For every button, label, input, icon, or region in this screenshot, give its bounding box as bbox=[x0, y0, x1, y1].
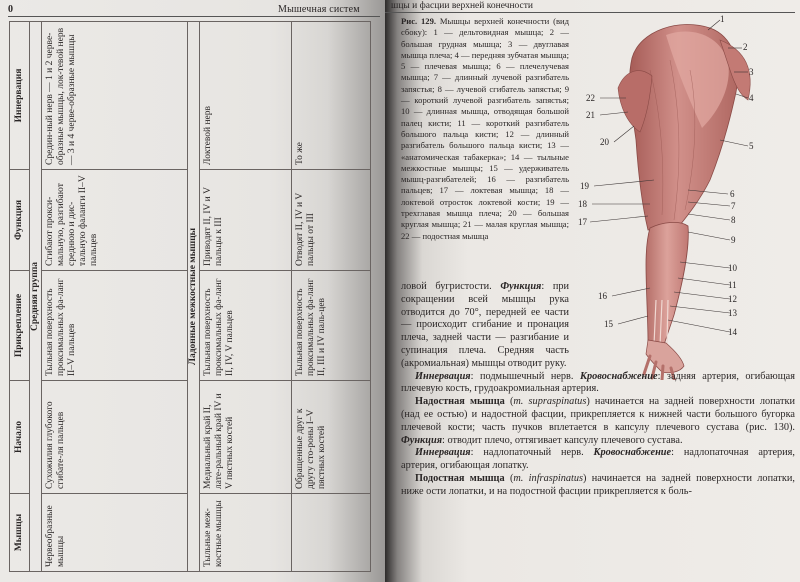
figure-label: 2 bbox=[743, 42, 748, 52]
cell-muscle: Червеобразные мышцы bbox=[42, 494, 188, 572]
caption-text: Мышцы верхней конечности (вид сбоку): 1 — дельтовидная мышца; 2 — большая грудная мышца; 3 — двуглавая мышца плеча; 4 — передняя зубчатая мышца; 5 — плечевая мышца; 6 — плечелучевая мышца; 7 — длинный лучевой разгибатель запястья; 8 — лучевой сгибатель запястья; 9 — короткий лучевой разгибатель запястья; 10 — длинная мышца, отводящая большой палец кисти; 11 — короткий разгибатель большого пальца кисти; 12 — длинный разгибатель большого пальца кисти; 13 — «анатомическая табакерка»; 14 — тыльные межкостные мышцы; 15 — удерживатель мышц-разгибателей; 16 — разгибатель пальцев; 17 — локтевая мышца; 18 — локтевой отросток локтевой кости; 19 — трехглавая мышца плеча; 20 — большая круглая мышца; 21 — малая круглая мышца; 22 — подостная мышца bbox=[401, 16, 569, 241]
term-function: Функция bbox=[401, 434, 443, 446]
figure-label: 5 bbox=[749, 141, 754, 151]
muscle-table bbox=[9, 22, 371, 572]
cell-function: Сгибают прокси-мальную, разгибают среднюю и дис-тальную фаланги II–V пальцев bbox=[42, 170, 188, 271]
cell-muscle-empty bbox=[292, 494, 371, 572]
latin-term: m. supraspinatus bbox=[513, 396, 587, 408]
cell-muscle: Тыльные меж-костные мышцы bbox=[200, 494, 292, 572]
text-run: : при сокращении всей мышцы рука отводится до 70°, передней ее части — происходит сгибание и пронация плеча, задней части — разгибание и супинация плеча. Средняя часть (акромиальная) мышцы отводит руку. bbox=[401, 281, 569, 369]
header-innervation: Иннервация bbox=[10, 22, 30, 170]
figure-label: 20 bbox=[600, 137, 609, 147]
figure-label: 11 bbox=[728, 280, 737, 290]
section-middle-group: Средняя группа bbox=[30, 22, 42, 572]
term-innervation: Иннервация bbox=[415, 370, 471, 382]
figure-label: 15 bbox=[604, 319, 613, 329]
figure-label: 13 bbox=[728, 308, 737, 318]
running-head-title: Мышечная систем bbox=[278, 4, 360, 15]
muscle-term: Подостная мышца bbox=[415, 472, 505, 484]
text-run: ловой бугристости. bbox=[401, 281, 501, 292]
paragraph bbox=[401, 371, 795, 397]
figure-label: 22 bbox=[586, 93, 595, 103]
cell-origin: Обращенные друг к другу сто-роны I–V пястных костей bbox=[292, 381, 371, 494]
cell-innervation: То же bbox=[292, 22, 371, 170]
muscle-term: Надостная мышца bbox=[415, 396, 505, 408]
figure-label: 18 bbox=[578, 199, 587, 209]
page-number: 0 bbox=[8, 4, 13, 15]
right-running-head: шцы и фасции верхней конечности bbox=[391, 1, 533, 11]
header-muscles: Мышцы bbox=[10, 494, 30, 572]
text-run: : задняя артерия, огибающая плечевую кость, грудоакромиальная артерия. bbox=[401, 370, 795, 395]
term-blood-supply: Кровоснабжение bbox=[579, 370, 658, 382]
cell-insertion: Тыльная поверхность проксимальных фа-ланг II, III и IV паль-цев bbox=[292, 271, 371, 381]
figure-label: 3 bbox=[749, 67, 754, 77]
text-run: : отводит плечо, оттягивает капсулу плечевого сустава. bbox=[442, 434, 683, 446]
paragraph bbox=[401, 281, 569, 371]
table-row bbox=[200, 22, 292, 572]
latin-term: m. infraspinatus bbox=[513, 472, 584, 484]
cell-innervation: Средин-ный нерв — 1 и 2 черве-образные мышцы, лок-тевой нерв — 3 и 4 черве-образные мышцы bbox=[42, 22, 188, 170]
text-run: ) начинается на задней поверхности лопатки, ниже ости лопатки, и на подостной фасции прикрепляется к боль- bbox=[401, 472, 795, 497]
figure-label: 1 bbox=[720, 14, 725, 24]
cell-function: Отводят II, IV и V пальцы от III bbox=[292, 170, 371, 271]
figure-label: 7 bbox=[731, 201, 736, 211]
body-text bbox=[401, 281, 795, 499]
text-run: : подмышечный нерв. bbox=[470, 370, 580, 382]
paragraph: Надостная мышца (m. supraspinatus) начинается на задней поверхности лопатки (над ее остью) и надостной фасции, прикрепляется к нижней части большого бугорка плечевой кости; часть пучков вплетается в капсулу плечевого сустава (рис. 130). Функция: отводит плечо, оттягивает капсулу плечевого сустава. bbox=[401, 396, 795, 446]
table-row bbox=[292, 22, 371, 572]
figure-label: 14 bbox=[728, 327, 737, 337]
section-palmar-interossei: Ладонные межкостные мышцы bbox=[188, 22, 200, 572]
figure-label: 16 bbox=[598, 291, 607, 301]
header-insertion: Прикрепление bbox=[10, 271, 30, 381]
term-blood-supply: Кровоснабжение bbox=[593, 447, 672, 459]
header-origin: Начало bbox=[10, 381, 30, 494]
table-header-row bbox=[10, 22, 30, 572]
figure-label: 8 bbox=[731, 215, 736, 225]
figure-caption bbox=[401, 16, 569, 242]
cell-origin: Медиальный край II, лате-ральный край IV и V пястных костей bbox=[200, 381, 292, 494]
figure-label: 4 bbox=[749, 93, 754, 103]
header-function: Функция bbox=[10, 170, 30, 271]
section-row bbox=[30, 22, 42, 572]
text-run: : надлопаточная артерия, артерия, огибающая лопатку. bbox=[401, 447, 795, 472]
caption-label: Рис. 129. bbox=[401, 16, 437, 26]
term-innervation: Иннервация bbox=[415, 447, 471, 459]
figure-label: 6 bbox=[730, 189, 735, 199]
cell-insertion: Тыльная поверхность проксимальных фа-ланг II–V пальцев bbox=[42, 271, 188, 381]
paragraph bbox=[401, 447, 795, 473]
cell-function: Приводят II, IV и V пальцы к III bbox=[200, 170, 292, 271]
cell-innervation: Локтевой нерв bbox=[200, 22, 292, 170]
term-function: Функция bbox=[500, 281, 542, 292]
text-run: ) начинается на задней поверхности лопатки (над ее остью) и надостной фасции, прикрепляется к нижней части большого бугорка плечевой кости; часть пучков вплетается в капсулу плечевого сустава (рис. 130). bbox=[401, 396, 795, 433]
cell-origin: Сухожилия глубокого сгибате-ля пальцев bbox=[42, 381, 188, 494]
table-row bbox=[42, 22, 188, 572]
figure-label: 12 bbox=[728, 294, 737, 304]
figure-label: 9 bbox=[731, 235, 736, 245]
figure-label: 17 bbox=[578, 217, 587, 227]
figure-label: 19 bbox=[580, 181, 589, 191]
left-page bbox=[0, 0, 385, 582]
header-rule bbox=[8, 16, 380, 17]
figure-label: 10 bbox=[728, 263, 737, 273]
right-page bbox=[385, 0, 800, 582]
figure-label: 21 bbox=[586, 110, 595, 120]
section-row bbox=[188, 22, 200, 572]
text-run: : надлопаточный нерв. bbox=[470, 447, 594, 459]
cell-insertion: Тыльная поверхность проксимальных фа-ланг II, IV, V пальцев bbox=[200, 271, 292, 381]
paragraph: Подостная мышца (m. infraspinatus) начинается на задней поверхности лопатки, ниже ости лопатки, и на подостной фасции прикрепляется к боль- bbox=[401, 472, 795, 497]
